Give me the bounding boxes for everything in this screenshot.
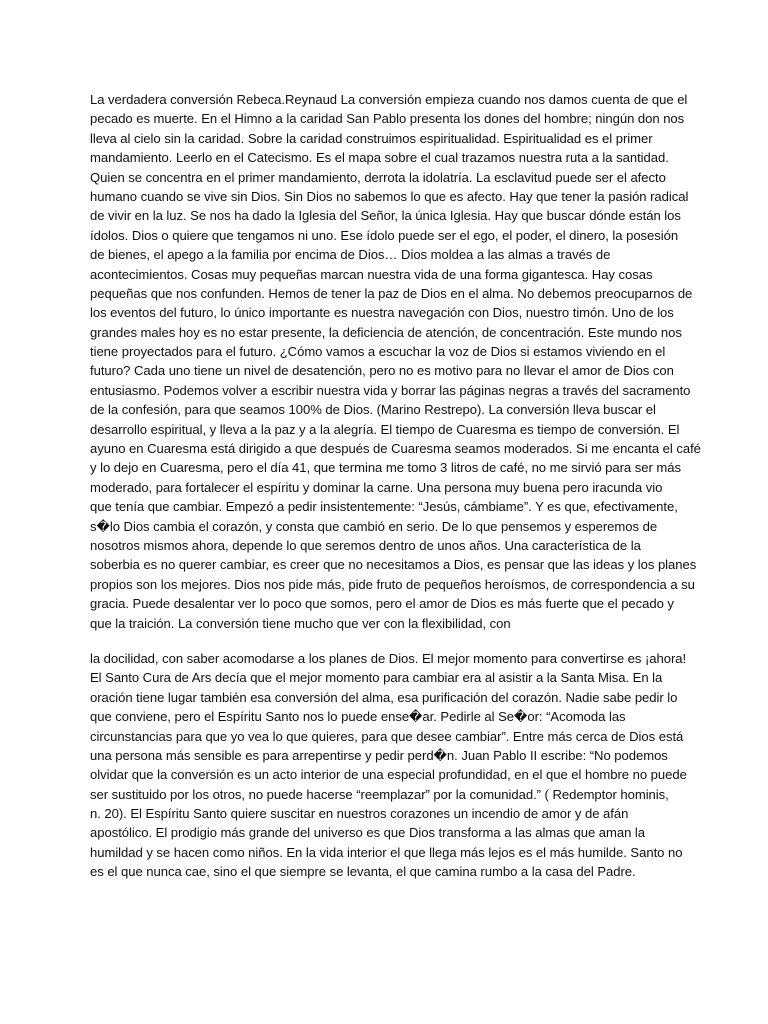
text-line: entusiasmo. Podemos volver a escribir nuestra vida y borrar las páginas negras a través del sacramento	[90, 382, 691, 398]
text-line: humildad y se hacen como niños. En la vida interior el que llega más lejos es el más humilde. Santo no	[90, 844, 683, 860]
text-line: olvidar que la conversión es un acto interior de una especial profundidad, en el que el hombre no puede	[90, 767, 687, 783]
text-line: La verdadera conversión Rebeca.Reynaud La conversión empieza cuando nos damos cuenta de que el	[90, 92, 688, 107]
text-line: de bienes, el apego a la familia por encima de Dios… Dios moldea a las almas a través de	[90, 247, 611, 263]
text-line: moderado, para fortalecer el espíritu y dominar la carne. Una persona muy buena pero iracunda vio	[90, 479, 663, 495]
body-paragraph-2	[90, 649, 687, 882]
text-line: humano cuando se vive sin Dios. Sin Dios no sabemos lo que es afecto. Hay que tener la pasión radical	[90, 188, 689, 204]
text-line: oración tiene lugar también esa conversión del alma, esa purificación del corazón. Nadie sabe pedir lo	[90, 689, 678, 705]
text-line: tiene proyectados para el futuro. ¿Cómo vamos a escuchar la voz de Dios si estamos viviendo en el	[90, 344, 666, 360]
text-line: desarrollo espiritual, y lleva a la paz y a la alegría. El tiempo de Cuaresma es tiempo de conversión. El	[90, 421, 680, 437]
text-line: es el que nunca cae, sino el que siempre se levanta, el que camina rumbo a la casa del Padre.	[90, 864, 636, 880]
text-line: de vivir en la luz. Se nos ha dado la Iglesia del Señor, la única Iglesia. Hay que buscar dónde están los	[90, 208, 681, 224]
text-line: la docilidad, con saber acomodarse a los planes de Dios. El mejor momento para convertirse es ¡ahora!	[90, 650, 687, 666]
text-line: nosotros mismos ahora, depende lo que seremos dentro de unos años. Una característica de la	[90, 537, 641, 553]
text-line: propios son los mejores. Dios nos pide más, pide fruto de pequeños heroísmos, de correspondencia a su	[90, 576, 695, 592]
text-line: que conviene, pero el Espíritu Santo nos lo puede ense�ar. Pedirle al Se�or: “Acomoda las	[90, 709, 626, 725]
text-line: El Santo Cura de Ars decía que el mejor momento para cambiar era al asistir a la Santa Misa. En la	[90, 670, 663, 686]
text-line: pequeñas que nos confunden. Hemos de tener la paz de Dios en el alma. No debemos preocuparnos de	[90, 285, 693, 301]
text-line: acontecimientos. Cosas muy pequeñas marcan nuestra vida de una forma gigantesca. Hay cosas	[90, 266, 653, 282]
text-line: Quien se concentra en el primer mandamiento, derrota la idolatría. La esclavitud puede ser el afecto	[90, 169, 666, 185]
text-line: soberbia es no querer cambiar, es creer que no necesitamos a Dios, es pensar que las ideas y los planes	[90, 557, 697, 573]
text-line: s�lo Dios cambia el corazón, y consta que cambió en serio. De lo que pensemos y esperemos de	[90, 518, 658, 534]
text-line: apostólico. El prodigio más grande del universo es que Dios transforma a las almas que aman la	[90, 825, 645, 841]
text-line: pecado es muerte. En el Himno a la caridad San Pablo presenta los dones del hombre; ningún don nos	[90, 111, 685, 127]
text-line: grandes males hoy es no estar presente, la deficiencia de atención, de concentración. Este mundo nos	[90, 324, 682, 340]
text-line: mandamiento. Leerlo en el Catecismo. Es el mapa sobre el cual trazamos nuestra ruta a la santidad.	[90, 150, 669, 166]
text-line: futuro? Cada uno tiene un nivel de desatención, pero no es motivo para no llevar el amor de Dios con	[90, 363, 674, 379]
text-line: una persona más sensible es para arrepentirse y pedir perd�n. Juan Pablo II escribe: “No podemos	[90, 747, 668, 763]
text-line: y lo dejo en Cuaresma, pero el día 41, que termina me tomo 3 litros de café, no me sirvió para ser más	[90, 460, 681, 476]
text-line: n. 20). El Espíritu Santo quiere suscitar en nuestros corazones un incendio de amor y de afán	[90, 806, 629, 822]
text-line: lleva al cielo sin la caridad. Sobre la caridad construimos espiritualidad. Espiritualidad es el primer	[90, 130, 653, 146]
text-line: ayuno en Cuaresma está dirigido a que después de Cuaresma seamos moderados. Si me encanta el café	[90, 441, 701, 457]
paragraph-gap	[90, 633, 680, 649]
body-paragraph-1	[90, 90, 701, 633]
text-line: que la traición. La conversión tiene mucho que ver con la flexibilidad, con	[90, 615, 511, 631]
text-line: ser sustituido por los otros, no puede hacerse “reemplazar” por la comunidad.” ( Redemptor hominis,	[90, 786, 669, 802]
text-line: gracia. Puede desalentar ver lo poco que somos, pero el amor de Dios es más fuerte que el pecado y	[90, 596, 674, 612]
text-line: circunstancias para que yo vea lo que quieres, para que desee cambiar”. Entre más cerca de Dios está	[90, 728, 684, 744]
text-line: de la confesión, para que seamos 100% de Dios. (Marino Restrepo). La conversión lleva buscar el	[90, 402, 656, 418]
text-line: que tenía que cambiar. Empezó a pedir insistentemente: “Jesús, cámbiame”. Y es que, efectivamente,	[90, 499, 678, 515]
text-line: los eventos del futuro, lo único importante es nuestra navegación con Dios, nuestro timón. Uno de los	[90, 305, 674, 321]
text-line: ídolos. Dios o quiere que tengamos ni uno. Ese ídolo puede ser el ego, el poder, el dinero, la posesión	[90, 227, 679, 243]
